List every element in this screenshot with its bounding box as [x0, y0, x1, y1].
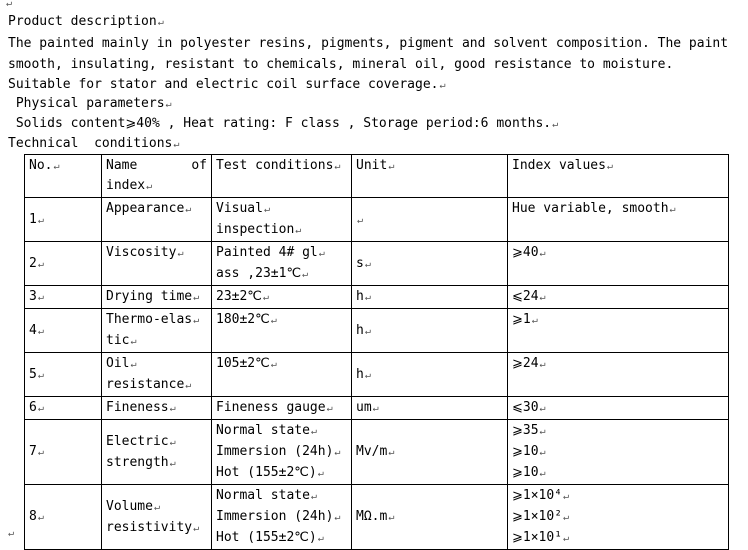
paragraph-mark-icon: ↵ [302, 269, 309, 280]
cell-test-conditions [212, 198, 352, 242]
paragraph-mark-icon: ↵ [326, 403, 333, 414]
paragraph-mark-icon: ↵ [130, 359, 137, 370]
cell-no [25, 286, 102, 309]
cell-line [106, 331, 207, 352]
cell-line [106, 310, 207, 331]
cell-line [216, 421, 347, 442]
cell-line [29, 398, 97, 419]
paragraph-mark-icon: ↵ [37, 214, 44, 226]
cell-line [106, 453, 207, 474]
product-description-body [8, 34, 740, 97]
paragraph-mark-icon: ↵ [37, 292, 44, 303]
paragraph-mark-icon: ↵ [334, 447, 341, 458]
table-row [25, 198, 729, 242]
physical-parameters-heading [8, 94, 172, 115]
cell-line [216, 220, 347, 241]
paragraph-mark-icon: ↵ [388, 512, 395, 523]
cell-line [216, 310, 347, 331]
table-row [25, 397, 729, 420]
cell-no [25, 420, 102, 485]
cell-line [512, 507, 724, 528]
cell-line [512, 287, 724, 308]
cell-test-conditions [212, 309, 352, 353]
cell-text: ⩾40 [512, 245, 539, 260]
cell-name [102, 485, 212, 550]
cell-text: Drying time [106, 289, 193, 304]
cell-test-conditions [212, 485, 352, 550]
cell-line [106, 518, 207, 539]
cell-line [512, 528, 724, 549]
paragraph-mark-icon: ↵ [37, 447, 44, 458]
cell-line [29, 321, 97, 342]
cell-text: ⩽24 [512, 289, 539, 304]
cell-test-conditions [212, 286, 352, 309]
physical-parameters-line [8, 114, 558, 135]
cell-text: Oil [106, 356, 130, 371]
cell-index-values [508, 242, 729, 286]
paragraph-mark-icon: ↵ [539, 468, 546, 479]
cell-text: 5 [29, 366, 37, 382]
cell-text: resistance [106, 377, 185, 392]
cell-text: Hot (155±2℃) [216, 530, 317, 545]
cell-text: Hue variable, smooth [512, 201, 669, 216]
cell-test-conditions [212, 353, 352, 397]
technical-conditions-heading [8, 134, 179, 155]
cell-line [356, 287, 503, 308]
cell-line [512, 354, 724, 375]
cell-text: h [356, 322, 364, 338]
paragraph-mark-icon: ↵ [263, 204, 270, 215]
cell-text: 180±2℃ [216, 312, 270, 327]
cell-line [216, 354, 347, 375]
cell-line [216, 398, 347, 419]
cell-line [512, 243, 724, 264]
paragraph-mark-icon: ↵ [317, 468, 324, 479]
cell-line [106, 497, 207, 518]
paragraph-mark-icon: ↵ [177, 248, 184, 259]
cell-text: 3 [29, 289, 37, 304]
cell-index-values [508, 286, 729, 309]
paragraph-mark-icon: ↵ [6, 0, 13, 9]
cell-unit [352, 309, 508, 353]
paragraph-mark-icon: ↵ [8, 528, 15, 539]
cell-line [356, 210, 503, 231]
cell-unit [352, 353, 508, 397]
cell-name [102, 309, 212, 353]
cell-text: Normal state [216, 423, 310, 438]
cell-no [25, 397, 102, 420]
cell-name [102, 242, 212, 286]
paragraph-mark-icon: ↵ [539, 447, 546, 458]
paragraph-mark-icon: ↵ [193, 522, 200, 534]
cell-unit [352, 286, 508, 309]
cell-text: ⩾1×10² [512, 509, 563, 524]
cell-line [29, 365, 97, 386]
cell-line [29, 287, 97, 308]
cell-index-values [508, 309, 729, 353]
cell-text: ⩾24 [512, 356, 539, 371]
cell-text: 2 [29, 255, 37, 271]
cell-text: Volume [106, 498, 153, 514]
cell-text: resistivity [106, 519, 193, 535]
paragraph-mark-icon: ↵ [53, 161, 60, 172]
physical-parameters-text: Solids content⩾40% , Heat rating: F class , Storage period:6 months. [8, 116, 552, 131]
cell-text: 8 [29, 509, 37, 524]
cell-text: s [356, 255, 364, 271]
cell-line [356, 398, 503, 419]
cell-line [216, 264, 347, 285]
cell-line [216, 287, 347, 308]
cell-test-conditions [212, 420, 352, 485]
cell-text: ⩾10 [512, 465, 539, 480]
cell-text: inspection [216, 222, 295, 237]
cell-line [512, 486, 724, 507]
cell-index-values [508, 485, 729, 550]
cell-text: 105±2℃ [216, 356, 270, 371]
cell-text: ⩽30 [512, 400, 539, 415]
paragraph-mark-icon: ↵ [669, 204, 676, 215]
paragraph-mark-icon: ↵ [539, 403, 546, 414]
cell-line [512, 310, 724, 331]
table-row [25, 242, 729, 286]
cell-text: ⩾35 [512, 423, 539, 438]
table-row [25, 309, 729, 353]
paragraph-mark-icon: ↵ [364, 292, 371, 303]
cell-line [512, 442, 724, 463]
paragraph-mark-icon: ↵ [165, 99, 172, 110]
cell-text: Fineness gauge [216, 400, 326, 415]
cell-text: Mv/m [356, 444, 388, 459]
cell-no [25, 198, 102, 242]
cell-text: 1 [29, 211, 37, 227]
cell-text: 23±2℃ [216, 289, 262, 304]
cell-text: Visual [216, 201, 263, 216]
paragraph-mark-icon: ↵ [364, 325, 371, 337]
cell-no [25, 353, 102, 397]
header-cell-unit: Unit↵ [352, 155, 508, 198]
technical-conditions-table [24, 154, 729, 550]
cell-text: h [356, 289, 364, 304]
cell-text: Immersion (24h) [216, 509, 334, 524]
cell-line [356, 365, 503, 386]
cell-line [512, 463, 724, 484]
table-body [25, 155, 729, 550]
cell-line [512, 421, 724, 442]
cell-line [106, 432, 207, 453]
table-row [25, 286, 729, 309]
cell-line [216, 528, 347, 549]
paragraph-mark-icon: ↵ [318, 248, 325, 259]
cell-text: ⩾1 [512, 312, 531, 327]
cell-text: 7 [29, 444, 37, 459]
cell-index-values [508, 198, 729, 242]
paragraph-mark-icon: ↵ [262, 292, 269, 303]
cell-text: Painted 4# gl [216, 245, 318, 260]
paragraph-mark-icon: ↵ [169, 457, 176, 469]
cell-text: Fineness [106, 400, 169, 415]
description-text: The painted mainly in polyester resins, pigments, pigment and solvent composition. The paint smooth, insulating, resistant to chemicals, mineral oil, good resistance to moisture. Suitable for stator and electric coil surface coverage. [8, 36, 729, 92]
cell-line [356, 507, 503, 528]
paragraph-mark-icon: ↵ [193, 292, 200, 303]
cell-text: 4 [29, 322, 37, 338]
table-row [25, 485, 729, 550]
paragraph-mark-icon: ↵ [157, 17, 164, 28]
cell-line [216, 243, 347, 264]
cell-unit [352, 485, 508, 550]
cell-line [216, 442, 347, 463]
paragraph-mark-icon: ↵ [37, 403, 44, 414]
paragraph-mark-icon: ↵ [388, 447, 395, 458]
paragraph-mark-icon: ↵ [539, 292, 546, 303]
cell-line [512, 199, 724, 220]
cell-line [106, 243, 207, 264]
cell-line [356, 321, 503, 342]
table-row [25, 420, 729, 485]
cell-name [102, 198, 212, 242]
cell-unit [352, 420, 508, 485]
cell-text: Electric [106, 433, 169, 449]
cell-line [512, 398, 724, 419]
cell-text: Normal state [216, 488, 310, 503]
paragraph-mark-icon: ↵ [153, 501, 160, 513]
cell-text: tic [106, 333, 130, 348]
paragraph-mark-icon: ↵ [146, 181, 153, 192]
header-cell-index-values: Index values↵ [508, 155, 729, 198]
cell-line [216, 507, 347, 528]
paragraph-mark-icon: ↵ [185, 204, 192, 215]
paragraph-mark-icon: ↵ [310, 491, 317, 502]
cell-test-conditions [212, 242, 352, 286]
cell-text: Immersion (24h) [216, 444, 334, 459]
paragraph-mark-icon: ↵ [295, 225, 302, 236]
cell-text: Thermo-elas [106, 312, 193, 327]
paragraph-mark-icon: ↵ [270, 359, 277, 370]
cell-unit [352, 242, 508, 286]
cell-name [102, 353, 212, 397]
paragraph-mark-icon: ↵ [169, 403, 176, 414]
cell-text: Appearance [106, 201, 185, 216]
cell-no [25, 242, 102, 286]
paragraph-mark-icon: ↵ [334, 512, 341, 523]
cell-unit [352, 397, 508, 420]
cell-text: ⩾10 [512, 444, 539, 459]
cell-text: Viscosity [106, 245, 177, 260]
cell-line [356, 442, 503, 463]
paragraph-mark-icon: ↵ [173, 139, 180, 150]
heading-text: Physical parameters [8, 96, 165, 111]
cell-line [29, 210, 97, 231]
heading-text: Technical conditions [8, 136, 173, 151]
table-header-row [25, 155, 729, 198]
paragraph-mark-icon: ↵ [310, 426, 317, 437]
paragraph-mark-icon: ↵ [317, 533, 324, 544]
paragraph-mark-icon: ↵ [563, 512, 570, 523]
paragraph-mark-icon: ↵ [372, 403, 379, 414]
cell-line [106, 398, 207, 419]
table-row [25, 353, 729, 397]
cell-line [216, 463, 347, 484]
cell-line [216, 486, 347, 507]
cell-name [102, 420, 212, 485]
cell-text: ⩾1×10⁴ [512, 488, 563, 503]
paragraph-mark-icon: ↵ [185, 380, 192, 391]
cell-name [102, 397, 212, 420]
paragraph-mark-icon: ↵ [364, 369, 371, 381]
heading-text: Product description [8, 14, 157, 29]
paragraph-mark-icon: ↵ [563, 491, 570, 502]
cell-line [106, 287, 207, 308]
paragraph-mark-icon: ↵ [193, 315, 200, 326]
header-cell-no: No.↵ [25, 155, 102, 198]
cell-text: ⩾1×10¹ [512, 530, 563, 545]
cell-text: MΩ.m [356, 509, 388, 524]
paragraph-mark-icon: ↵ [539, 426, 546, 437]
paragraph-mark-icon: ↵ [334, 161, 341, 172]
paragraph-mark-icon: ↵ [439, 80, 446, 91]
cell-line [216, 199, 347, 220]
paragraph-mark-icon: ↵ [552, 119, 559, 130]
cell-line [356, 254, 503, 275]
header-cell-name: Name of index↵ [102, 155, 212, 198]
cell-line [29, 254, 97, 275]
cell-index-values [508, 397, 729, 420]
cell-text: 6 [29, 400, 37, 415]
paragraph-mark-icon: ↵ [357, 214, 364, 226]
cell-line [106, 375, 207, 396]
paragraph-mark-icon: ↵ [539, 248, 546, 259]
paragraph-mark-icon: ↵ [37, 325, 44, 337]
paragraph-mark-icon: ↵ [563, 533, 570, 544]
cell-line [29, 442, 97, 463]
paragraph-mark-icon: ↵ [37, 512, 44, 523]
paragraph-mark-icon: ↵ [37, 369, 44, 381]
cell-no [25, 485, 102, 550]
header-cell-test-conditions: Test conditions↵ [212, 155, 352, 198]
paragraph-mark-icon: ↵ [130, 336, 137, 347]
cell-text: ass ,23±1℃ [216, 266, 302, 281]
cell-name [102, 286, 212, 309]
paragraph-mark-icon: ↵ [364, 258, 371, 270]
paragraph-mark-icon: ↵ [37, 258, 44, 270]
cell-line [106, 354, 207, 375]
cell-test-conditions [212, 397, 352, 420]
paragraph-mark-icon: ↵ [539, 359, 546, 370]
cell-line [106, 199, 207, 220]
cell-text: strength [106, 454, 169, 470]
cell-index-values [508, 353, 729, 397]
cell-no [25, 309, 102, 353]
paragraph-mark-icon: ↵ [531, 315, 538, 326]
paragraph-mark-icon: ↵ [169, 436, 176, 448]
product-description-heading [8, 12, 164, 33]
cell-text: um [356, 400, 372, 415]
paragraph-mark-icon: ↵ [270, 315, 277, 326]
paragraph-mark-icon: ↵ [606, 161, 613, 172]
cell-index-values [508, 420, 729, 485]
cell-text: h [356, 366, 364, 382]
cell-text: Hot (155±2℃) [216, 465, 317, 480]
cell-unit [352, 198, 508, 242]
paragraph-mark-icon: ↵ [388, 161, 395, 172]
cell-line [29, 507, 97, 528]
